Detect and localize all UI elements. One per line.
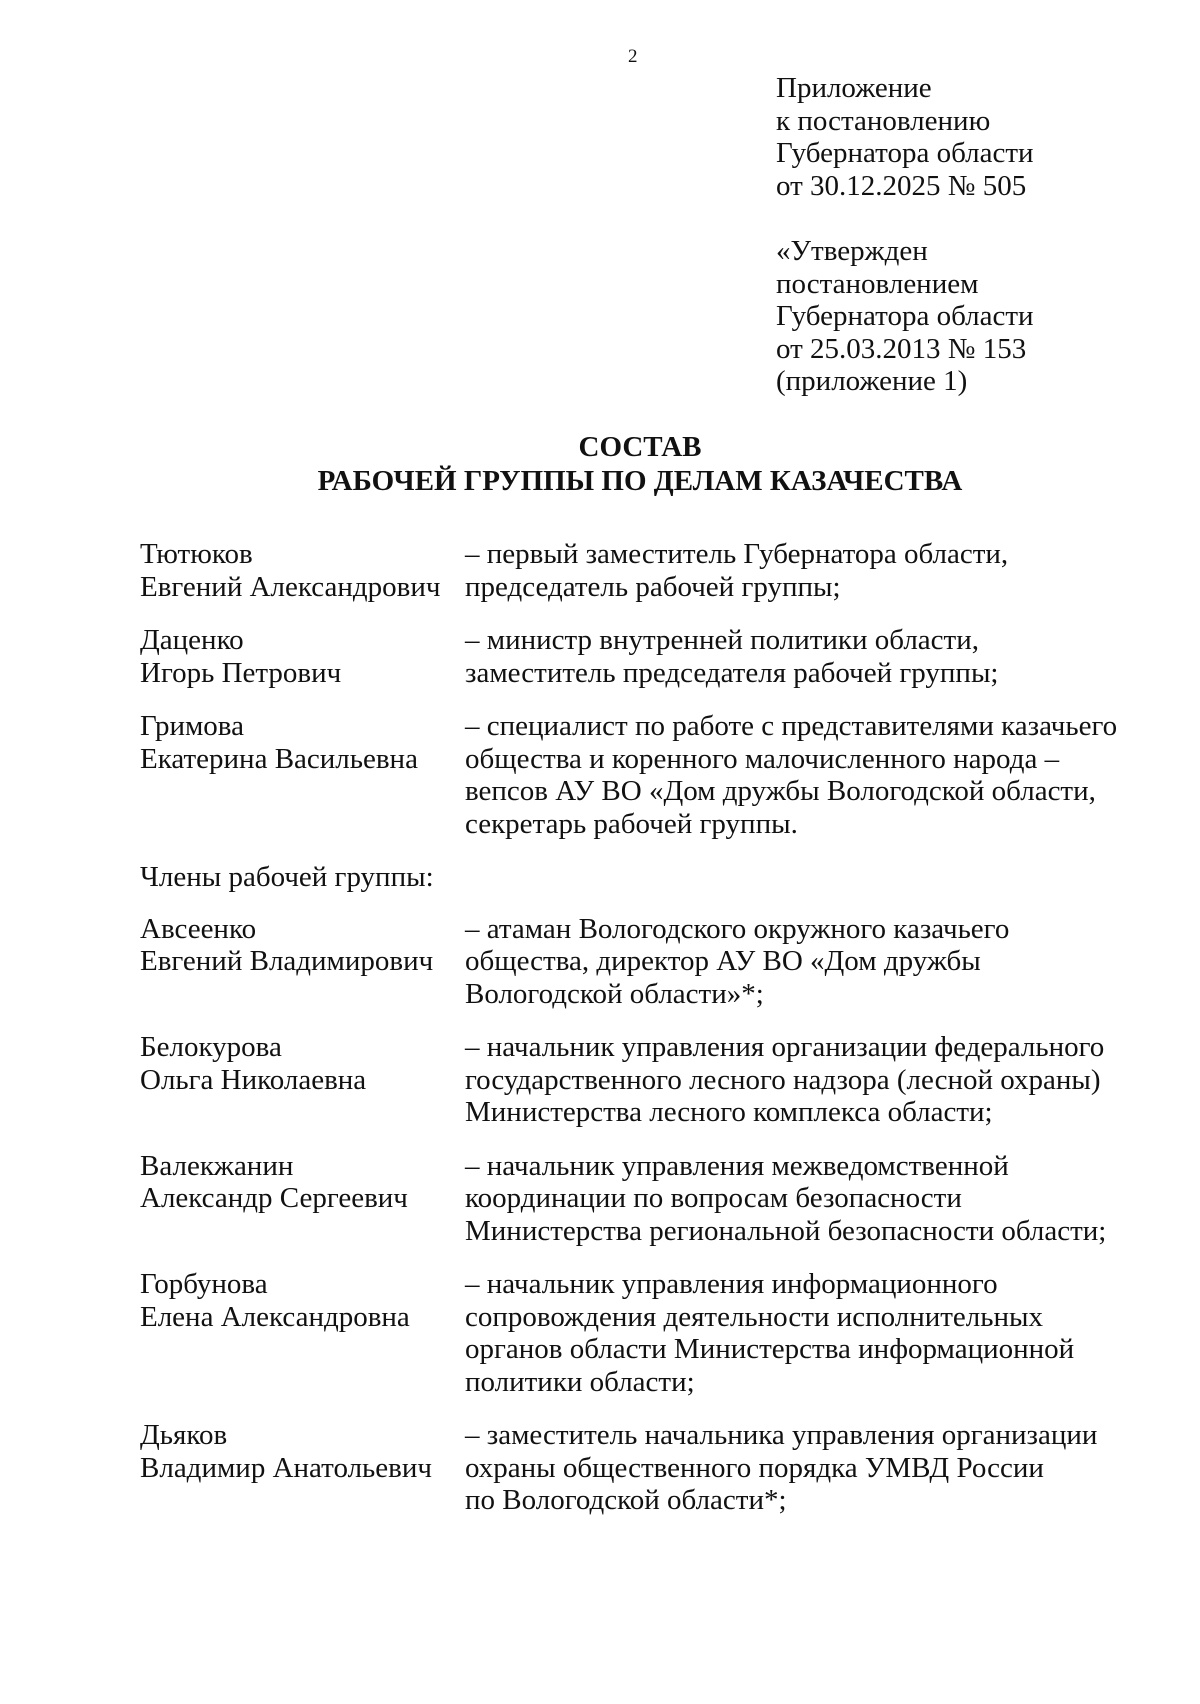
member-position xyxy=(465,710,1140,840)
position-line: политики области; xyxy=(465,1365,695,1398)
member-entry xyxy=(140,1268,1140,1398)
position-line: государственного лесного надзора (лесной охраны) xyxy=(465,1063,1101,1096)
member-entry-secretary xyxy=(140,710,1140,840)
position-line: секретарь рабочей группы. xyxy=(465,807,798,840)
member-position xyxy=(465,624,1140,689)
position-line: Министерства лесного комплекса области; xyxy=(465,1096,993,1128)
member-surname: Белокурова xyxy=(140,1031,282,1063)
member-name xyxy=(140,710,465,840)
member-entry xyxy=(140,1419,1140,1517)
position-line: – министр внутренней политики области, xyxy=(465,624,979,656)
position-line: – начальник управления организации федерального xyxy=(465,1031,1105,1063)
members-heading: Члены рабочей группы: xyxy=(140,861,434,893)
approval-line: (приложение 1) xyxy=(776,365,968,397)
member-surname: Авсеенко xyxy=(140,912,257,945)
appendix-line: от 30.12.2025 № 505 xyxy=(776,169,1027,202)
member-surname: Тютюков xyxy=(140,538,253,570)
member-surname: Гримова xyxy=(140,710,244,742)
position-line: общества, директор АУ ВО «Дом дружбы xyxy=(465,945,981,977)
member-position xyxy=(465,1150,1140,1248)
approval-line: Губернатора области xyxy=(776,300,1034,332)
title-line-2: РАБОЧЕЙ ГРУППЫ ПО ДЕЛАМ КАЗАЧЕСТВА xyxy=(317,465,963,497)
appendix-line: Губернатора области xyxy=(776,137,1034,169)
position-line: – начальник управления межведомственной xyxy=(465,1149,1009,1182)
member-given-name: Екатерина Васильевна xyxy=(140,742,418,775)
position-line: Вологодской области»*; xyxy=(465,977,764,1010)
position-line: Министерства региональной безопасности области; xyxy=(465,1214,1107,1247)
member-surname: Валекжанин xyxy=(140,1149,294,1182)
member-entry xyxy=(140,1031,1140,1129)
member-entry-deputy-chair xyxy=(140,624,1140,689)
position-line: охраны общественного порядка УМВД России xyxy=(465,1451,1044,1484)
position-line: общества и коренного малочисленного народа – xyxy=(465,742,1060,775)
member-given-name: Евгений Александрович xyxy=(140,570,441,603)
position-line: координации по вопросам безопасности xyxy=(465,1182,962,1214)
member-name xyxy=(140,1150,465,1248)
document-title xyxy=(0,430,1200,498)
member-entry-chair xyxy=(140,538,1140,603)
title-line-1: СОСТАВ xyxy=(578,431,702,463)
approval-block xyxy=(776,235,1034,398)
member-entry xyxy=(140,1150,1140,1248)
member-position xyxy=(465,538,1140,603)
member-position xyxy=(465,1268,1140,1398)
position-line: – начальник управления информационного xyxy=(465,1268,998,1300)
member-position xyxy=(465,1419,1140,1517)
member-surname: Дьяков xyxy=(140,1419,228,1451)
member-given-name: Евгений Владимирович xyxy=(140,945,434,977)
position-line: – атаман Вологодского окружного казачьего xyxy=(465,912,1010,945)
members-list xyxy=(140,538,1140,1538)
member-given-name: Александр Сергеевич xyxy=(140,1182,408,1214)
member-given-name: Ольга Николаевна xyxy=(140,1063,367,1096)
page-number: 2 xyxy=(628,46,638,67)
member-position xyxy=(465,913,1140,1011)
member-entry xyxy=(140,913,1140,1011)
appendix-block xyxy=(776,72,1034,202)
member-name xyxy=(140,1419,465,1517)
appendix-line: к постановлению xyxy=(776,104,991,137)
member-name xyxy=(140,538,465,603)
position-line: председатель рабочей группы; xyxy=(465,570,841,603)
position-line: сопровождения деятельности исполнительных xyxy=(465,1300,1044,1333)
member-given-name: Игорь Петрович xyxy=(140,656,342,689)
member-name xyxy=(140,624,465,689)
member-given-name: Владимир Анатольевич xyxy=(140,1451,432,1484)
position-line: по Вологодской области*; xyxy=(465,1484,787,1516)
member-given-name: Елена Александровна xyxy=(140,1300,410,1333)
approval-line: «Утвержден xyxy=(776,235,928,267)
position-line: – первый заместитель Губернатора области, xyxy=(465,538,1009,570)
appendix-line: Приложение xyxy=(776,72,932,104)
member-position xyxy=(465,1031,1140,1129)
member-surname: Горбунова xyxy=(140,1268,268,1300)
approval-line: от 25.03.2013 № 153 xyxy=(776,332,1027,365)
position-line: заместитель председателя рабочей группы; xyxy=(465,656,999,689)
approval-line: постановлением xyxy=(776,267,979,300)
position-line: – заместитель начальника управления организации xyxy=(465,1419,1098,1451)
position-line: вепсов АУ ВО «Дом дружбы Вологодской области, xyxy=(465,775,1096,807)
member-surname: Даценко xyxy=(140,624,244,656)
position-line: органов области Министерства информационной xyxy=(465,1333,1075,1365)
position-line: – специалист по работе с представителями казачьего xyxy=(465,710,1118,742)
member-name xyxy=(140,913,465,1011)
member-name xyxy=(140,1031,465,1129)
member-name xyxy=(140,1268,465,1398)
